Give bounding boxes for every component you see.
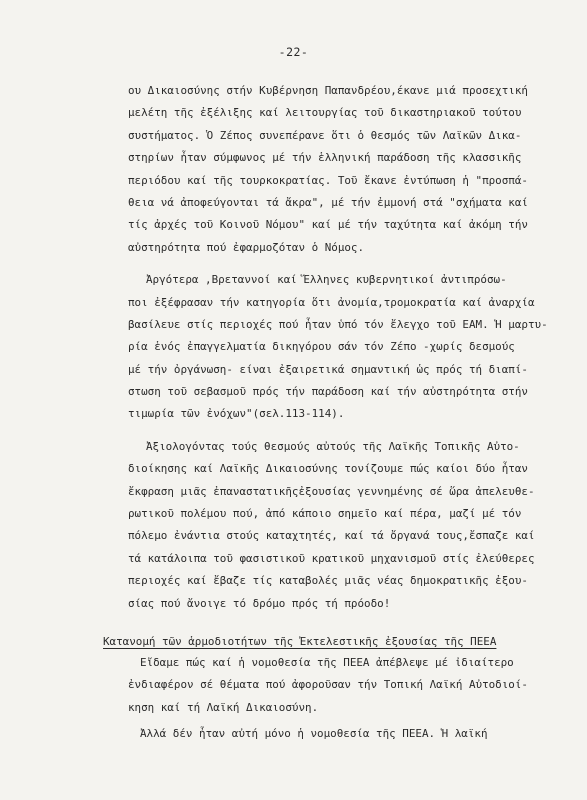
text-line: Ἀξιολογόντας τούς θεσμούς αὐτούς τῆς Λαϊκῆς Τοπικῆς Αὐτο- [146, 439, 520, 453]
text-line: μέ τήν ὀργάνωση- είναι ἐξαιρετικά σημαντική ὡς πρός τή διαπί- [128, 362, 528, 376]
text-line: ρία ἑνός ἐπαγγελματία δικηγόρου σάν τόν Ζέπο -χωρίς δεσμούς [128, 340, 515, 354]
text-line: πόλεμο ἐνάντια στούς καταχτητές, καί τά ὄργανά τους,ἔσπαζε καί [128, 529, 535, 543]
body-text-continued [128, 652, 568, 746]
text-line: θεια νά ἀποφεύγονται τά ἄκρα", μέ τήν ἐμμονή στά "σχήματα καί [128, 195, 528, 209]
text-line: Εἴδαμε πώς καί ἡ νομοθεσία τῆς ΠΕΕΑ ἀπέβλεψε μέ ἰδιαίτερο [140, 656, 514, 669]
text-line: στωση τοῦ σεβασμοῦ πρός τήν παράδοση καί τήν αὐστηρότητα στήν [128, 385, 528, 399]
text-line: ρωτικοῦ πολέμου πού, ἀπό κάποιο σημεῖο καί πέρα, μαζί μέ τόν [128, 507, 522, 521]
paragraph-2 [128, 269, 568, 426]
text-line: περιοχές καί ἔβαζε τίς καταβολές μιᾶς νέας δημοκρατικῆς ἐξου- [128, 574, 528, 588]
paragraph-4 [128, 652, 568, 719]
paragraph-5 [128, 723, 568, 745]
text-line: βασίλευε στίς περιοχές πού ἦταν ὑπό τόν ἔλεγχο τοῦ ΕΑΜ. Ἡ μαρτυ- [128, 317, 548, 331]
text-line: διοίκησης καί Λαϊκῆς Δικαιοσύνης τονίζουμε πώς καίοι δύο ἦταν [128, 462, 528, 476]
text-line: σίας πού ἄνοιγε τό δρόμο πρός τή πρόοδο! [128, 596, 391, 610]
text-line: ποι ἐξέφρασαν τήν κατηγορία ὅτι ἀνομία,τρομοκρατία καί ἀναρχία [128, 295, 535, 309]
text-line: Ἀργότερα ,Βρεταννοί καί Ἕλληνες κυβερνητικοί ἀντιπρόσω- [146, 273, 507, 287]
text-line: Ἀλλά δέν ἦταν αὐτή μόνο ἡ νομοθεσία τῆς ΠΕΕΑ. Ἡ λαϊκή [140, 727, 488, 741]
text-line: κηση καί τή Λαϊκή Δικαιοσύνη. [128, 700, 319, 714]
paragraph-3 [128, 436, 568, 615]
text-line: στηρίων ἦταν σύμφωνος μέ τήν ἑλληνική παράδοση τῆς κλασσικῆς [128, 151, 522, 165]
text-line: μελέτη τῆς ἐξέλιξης καί λειτουργίας τοῦ δικαστηριακοῦ τούτου [128, 106, 522, 120]
text-line: περιόδου καί τῆς τουρκοκρατίας. Τοῦ ἔκανε ἐντύπωση ἡ "προσπά- [128, 173, 528, 187]
paragraph-1 [128, 80, 568, 259]
page-number: -22- [278, 45, 309, 59]
section-heading: Κατανομή τῶν ἁρμοδιοτήτων τῆς Ἐκτελεστικῆς ἐξουσίας τῆς ΠΕΕΑ [103, 635, 497, 648]
body-text [128, 80, 568, 615]
text-line: ἐνδιαφέρον σέ θέματα πού ἀφοροῦσαν τήν Τοπική Λαϊκή Αὐτοδιοί- [128, 678, 528, 692]
text-line: ου Δικαιοσύνης στήν Κυβέρνηση Παπανδρέου,έκανε μιά προσεχτική [128, 84, 528, 97]
text-line: ἔκφραση μιᾶς ἐπαναστατικῆςἐξουσίας γεννημένης σέ ὥρα ἀπελευθε- [128, 484, 535, 498]
text-line: τά κατάλοιπα τοῦ φασιστικοῦ κρατικοῦ μηχανισμοῦ στίς ἐλεύθερες [128, 551, 535, 565]
text-line: τιμωρία τῶν ἐνόχων"(σελ.113-114). [128, 407, 345, 421]
text-line: τίς ἀρχές τοῦ Κοινοῦ Νόμου" καί μέ τήν ταχύτητα καί ἀκόμη τήν [128, 218, 528, 232]
text-line: συστήματος. Ὁ Ζέπος συνεπέρανε ὅτι ὁ θεσμός τῶν Λαϊκῶν Δικα- [128, 128, 522, 142]
text-line: αὐστηρότητα πού ἐφαρμοζόταν ὁ Νόμος. [128, 240, 365, 254]
